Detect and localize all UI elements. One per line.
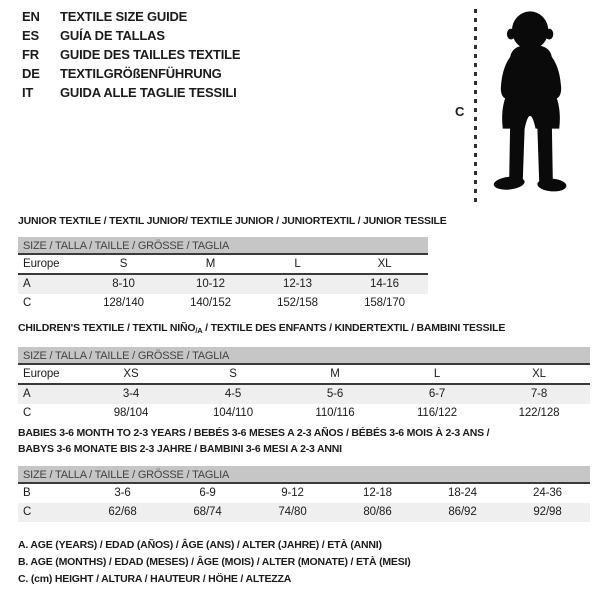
row-label-cell: Europe <box>23 258 60 270</box>
junior-size-table <box>18 237 428 313</box>
language-guide-title: GUÍA DE TALLAS <box>60 28 165 43</box>
value-cell: 12-18 <box>363 487 392 499</box>
language-code: DE <box>22 66 40 81</box>
value-cell: 128/140 <box>103 297 144 309</box>
table-row <box>18 275 428 294</box>
footnote-line: C. (cm) HEIGHT / ALTURA / HAUTEUR / HÖHE / ALTEZZA <box>18 573 292 585</box>
value-cell: 10-12 <box>196 278 225 290</box>
value-cell: 5-6 <box>326 388 344 400</box>
row-label-cell: A <box>23 278 31 290</box>
value-cell: 158/170 <box>364 297 405 309</box>
footnote-line: A. AGE (YEARS) / EDAD (AÑOS) / ÂGE (ANS) / ALTER (JAHRE) / ETÀ (ANNI) <box>18 539 382 551</box>
value-cell: 74/80 <box>278 506 307 518</box>
value-cell: 98/104 <box>113 407 149 419</box>
value-cell: S <box>229 368 237 380</box>
language-row <box>22 64 240 83</box>
value-cell: L <box>294 258 301 270</box>
value-cell: XS <box>123 368 139 380</box>
value-cell: 116/122 <box>416 407 458 419</box>
size-header-bar: SIZE / TALLA / TAILLE / GRÖSSE / TAGLIA <box>18 347 590 365</box>
column-header-row <box>18 365 590 385</box>
value-cell: XL <box>377 258 392 270</box>
row-label-cell: B <box>23 487 31 499</box>
value-cell: 24-36 <box>533 487 562 499</box>
language-row <box>22 45 240 64</box>
language-row <box>22 83 240 102</box>
language-code: IT <box>22 85 34 100</box>
value-cell: 12-13 <box>283 278 312 290</box>
row-label-cell: C <box>23 407 32 419</box>
language-guide-title: GUIDA ALLE TAGLIE TESSILI <box>60 85 237 100</box>
table-row <box>18 294 428 313</box>
value-cell: L <box>433 368 441 380</box>
value-cell: M <box>330 368 340 380</box>
toddler-silhouette-icon <box>481 5 581 205</box>
value-cell: 7-8 <box>530 388 548 400</box>
row-label-cell: C <box>23 506 32 518</box>
table-row <box>18 503 590 522</box>
value-cell: 110/116 <box>315 407 355 419</box>
value-cell: 92/98 <box>533 506 562 518</box>
value-cell: 8-10 <box>112 278 135 290</box>
footnote-line: B. AGE (MONTHS) / EDAD (MESES) / ÂGE (MOIS) / ALTER (MONATE) / ETÀ (MESI) <box>18 556 411 568</box>
children-title-subscript: /A <box>195 326 203 335</box>
value-cell: 4-5 <box>224 388 242 400</box>
value-cell: XL <box>532 368 546 380</box>
value-cell: 104/110 <box>212 407 254 419</box>
babies-title-line1: BABIES 3-6 MONTH TO 2-3 YEARS / BEBÉS 3-6 MESES A 2-3 AÑOS / BÉBÉS 3-6 MOIS À 2-3 ANS / <box>18 427 490 439</box>
height-measure-dashed-line <box>474 9 477 205</box>
language-guide-title: GUIDE DES TAILLES TEXTILE <box>60 47 241 62</box>
value-cell: 9-12 <box>281 487 304 499</box>
language-code: EN <box>22 9 40 24</box>
value-cell: 3-6 <box>114 487 131 499</box>
babies-size-table <box>18 466 590 522</box>
value-cell: 140/152 <box>190 297 231 309</box>
babies-title-line2: BABYS 3-6 MONATE BIS 2-3 JAHRE / BAMBINI 3-6 MESI A 2-3 ANNI <box>18 443 342 455</box>
legend-footnotes <box>18 537 411 588</box>
value-cell: 80/86 <box>363 506 392 518</box>
value-cell: S <box>119 258 128 270</box>
junior-table-title: JUNIOR TEXTILE / TEXTIL JUNIOR/ TEXTILE JUNIOR / JUNIORTEXTIL / JUNIOR TESSILE <box>18 215 447 227</box>
language-code: FR <box>22 47 39 62</box>
language-guide-title: TEXTILE SIZE GUIDE <box>60 9 188 24</box>
column-header-row <box>18 255 428 275</box>
table-row <box>18 385 590 404</box>
value-cell: 68/74 <box>193 506 222 518</box>
language-row <box>22 7 240 26</box>
value-cell: 3-4 <box>122 388 140 400</box>
language-title-list <box>22 7 240 102</box>
value-cell: 18-24 <box>448 487 477 499</box>
height-measure-label: C <box>455 104 465 119</box>
size-header-bar: SIZE / TALLA / TAILLE / GRÖSSE / TAGLIA <box>18 466 590 484</box>
table-row <box>18 484 590 503</box>
children-size-table <box>18 347 590 423</box>
language-code: ES <box>22 28 39 43</box>
row-label-cell: C <box>23 297 32 309</box>
value-cell: M <box>205 258 216 270</box>
value-cell: 6-9 <box>199 487 216 499</box>
babies-table-title <box>18 425 489 457</box>
value-cell: 6-7 <box>428 388 446 400</box>
value-cell: 122/128 <box>518 407 560 419</box>
size-header-bar: SIZE / TALLA / TAILLE / GRÖSSE / TAGLIA <box>18 237 428 255</box>
value-cell: 152/158 <box>277 297 318 309</box>
language-guide-title: TEXTILGRÖßENFÜHRUNG <box>60 66 222 81</box>
value-cell: 86/92 <box>448 506 477 518</box>
row-label-cell: A <box>23 388 31 400</box>
row-label-cell: Europe <box>23 368 60 380</box>
value-cell: 62/68 <box>108 506 137 518</box>
value-cell: 14-16 <box>370 278 399 290</box>
language-row <box>22 26 240 45</box>
table-row <box>18 404 590 423</box>
children-table-title: CHILDREN'S TEXTILE / TEXTIL $NIÑO_{/A}$ / TEXTILE DES ENFANTS / KINDERTEXTIL / BAMBINI TESSILE <box>18 322 506 335</box>
